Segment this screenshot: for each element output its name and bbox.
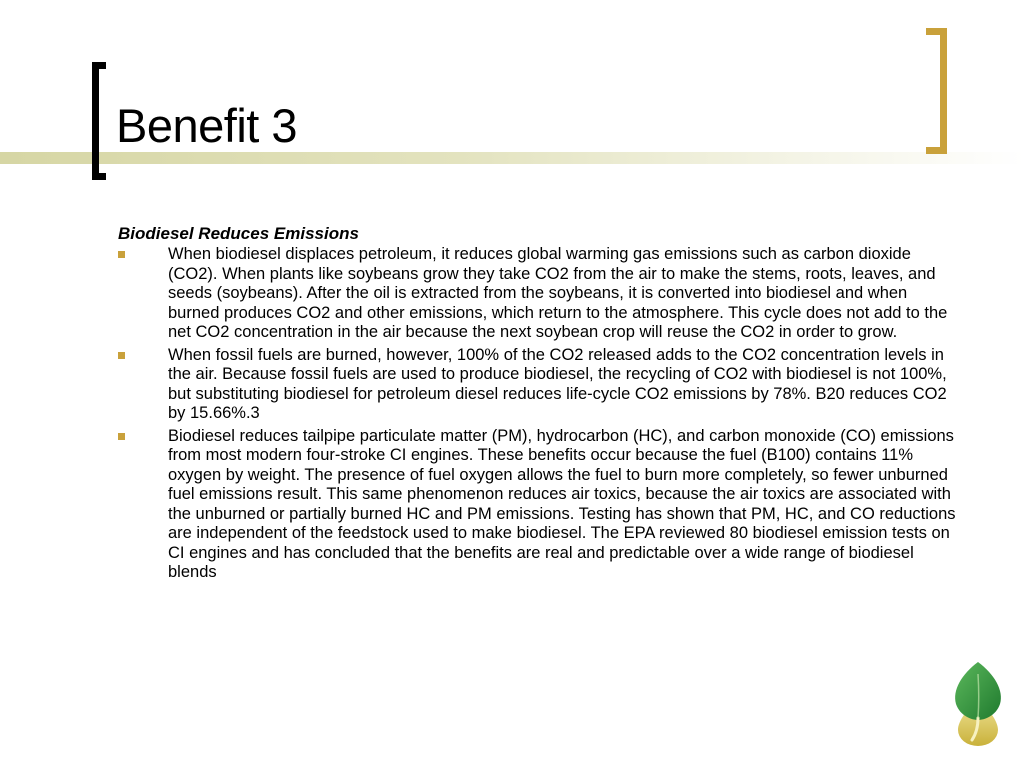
bullet-item (118, 245, 958, 343)
square-bullet-icon (118, 433, 125, 440)
right-bracket-decoration (926, 28, 947, 154)
bullet-item (118, 427, 958, 583)
subheading: Biodiesel Reduces Emissions (118, 224, 359, 243)
bullet-list (118, 245, 958, 583)
square-bullet-icon (118, 251, 125, 258)
bullet-text: When fossil fuels are burned, however, 100% of the CO2 released adds to the CO2 concentration levels in the air. Because fossil fuels are used to produce biodiesel, the recycling of CO2 with biodiesel is not 100%, but substituting biodiesel for petroleum diesel reduces life-cycle CO2 emissions by 78%. B20 reduces CO2 by 15.66%.3 (168, 345, 947, 422)
leaf-oil-drop-logo-icon (948, 660, 1008, 746)
bullet-text: When biodiesel displaces petroleum, it reduces global warming gas emissions such as carbon dioxide (CO2). When plants like soybeans grow they take CO2 from the air to make the stems, roots, leaves, and seeds (soybeans). After the oil is extracted from the soybeans, it is converted into biodiesel and when burned produces CO2 and other emissions, which return to the atmosphere. This cycle does not add to the net CO2 concentration in the air because the next soybean crop will reuse the CO2 in order to grow. (168, 245, 948, 341)
slide-title: Benefit 3 (116, 99, 298, 152)
left-bracket-decoration (92, 62, 106, 180)
bullet-text: Biodiesel reduces tailpipe particulate matter (PM), hydrocarbon (HC), and carbon monoxide (CO) emissions from most modern four-stroke CI engines. These benefits occur because the fuel (B100) contains 11% oxygen by weight. The presence of fuel oxygen allows the fuel to burn more completely, so fewer unburned fuel emissions result. This same phenomenon reduces air toxics, because the air toxics are associated with the unburned or partially burned HC and PM emissions. Testing has shown that PM, HC, and CO reductions are independent of the feedstock used to make biodiesel. The EPA reviewed 80 biodiesel emission tests on CI engines and has concluded that the benefits are real and predictable over a wide range of biodiesel blends (168, 426, 956, 581)
slide-content (118, 224, 958, 586)
square-bullet-icon (118, 352, 125, 359)
bullet-item (118, 346, 958, 424)
title-band (0, 152, 1024, 164)
